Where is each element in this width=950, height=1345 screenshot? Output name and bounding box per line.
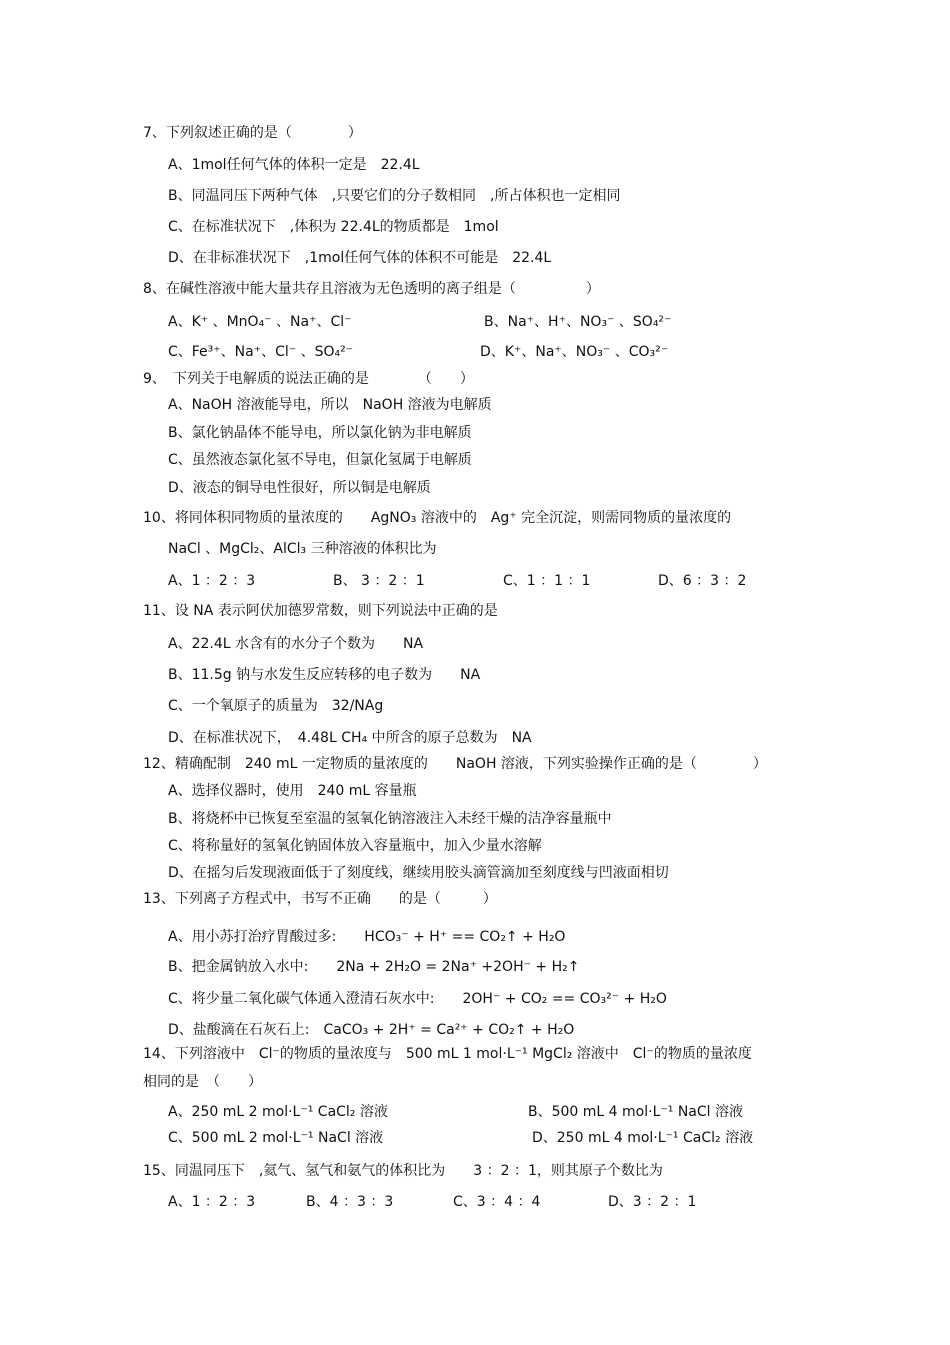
question-11-stem: 11、设 NA 表示阿伏加德罗常数，则下列说法中正确的是 bbox=[143, 603, 498, 619]
question-10-stem-continued: NaCl 、MgCl₂、AlCl₃ 三种溶液的体积比为 bbox=[168, 541, 437, 557]
question-9-option-c: C、虽然液态氯化氢不导电，但氯化氢属于电解质 bbox=[168, 452, 472, 468]
question-12-option-c: C、将称量好的氢氧化钠固体放入容量瓶中，加入少量水溶解 bbox=[168, 838, 542, 854]
question-8-option-c: C、Fe³⁺、Na⁺、Cl⁻ 、SO₄²⁻ bbox=[168, 344, 354, 360]
question-9-option-a: A、NaOH 溶液能导电，所以 NaOH 溶液为电解质 bbox=[168, 397, 492, 413]
question-13-stem: 13、下列离子方程式中，书写不正确 的是（ ） bbox=[143, 891, 497, 907]
question-8-option-d: D、K⁺、Na⁺、NO₃⁻ 、CO₃²⁻ bbox=[480, 344, 669, 360]
question-9-option-d: D、液态的铜导电性很好，所以铜是电解质 bbox=[168, 480, 431, 496]
question-12-option-d: D、在摇匀后发现液面低于了刻度线，继续用胶头滴管滴加至刻度线与凹液面相切 bbox=[168, 865, 669, 881]
question-14-stem: 14、下列溶液中 Cl⁻的物质的量浓度与 500 mL 1 mol·L⁻¹ MgCl₂ 溶液中 Cl⁻的物质的量浓度 bbox=[143, 1046, 752, 1062]
question-10-option-a: A、1 ：2 ：3 bbox=[168, 573, 256, 589]
question-7-option-b: B、同温同压下两种气体 ,只要它们的分子数相同 ,所占体积也一定相同 bbox=[168, 188, 621, 204]
question-15-option-c: C、3 ：4 ：4 bbox=[453, 1194, 541, 1210]
question-8-stem: 8、在碱性溶液中能大量共存且溶液为无色透明的离子组是（ ） bbox=[143, 281, 600, 297]
question-12-option-b: B、将烧杯中已恢复至室温的氢氧化钠溶液注入未经干燥的洁净容量瓶中 bbox=[168, 811, 612, 827]
question-15-option-d: D、3 ：2 ：1 bbox=[608, 1194, 697, 1210]
question-7-stem: 7、下列叙述正确的是（ ） bbox=[143, 125, 362, 141]
question-14-option-b: B、500 mL 4 mol·L⁻¹ NaCl 溶液 bbox=[528, 1104, 743, 1120]
question-7-option-d: D、在非标准状况下 ,1mol任何气体的体积不可能是 22.4L bbox=[168, 250, 552, 266]
question-14-stem-continued: 相同的是 （ ） bbox=[143, 1074, 262, 1090]
question-15-option-b: B、4 ：3 ：3 bbox=[306, 1194, 394, 1210]
question-14-option-c: C、500 mL 2 mol·L⁻¹ NaCl 溶液 bbox=[168, 1130, 384, 1146]
question-10-stem: 10、将同体积同物质的量浓度的 AgNO₃ 溶液中的 Ag⁺ 完全沉淀，则需同物质的量浓度的 bbox=[143, 510, 732, 526]
question-14-option-a: A、250 mL 2 mol·L⁻¹ CaCl₂ 溶液 bbox=[168, 1104, 388, 1120]
question-11-option-a: A、22.4L 水含有的水分子个数为 NA bbox=[168, 636, 424, 652]
question-10-option-d: D、6 ：3 ：2 bbox=[658, 573, 747, 589]
question-15-option-a: A、1 ：2 ：3 bbox=[168, 1194, 256, 1210]
question-11-option-b: B、11.5g 钠与水发生反应转移的电子数为 NA bbox=[168, 667, 481, 683]
question-7-option-c: C、在标准状况下 ,体积为 22.4L的物质都是 1mol bbox=[168, 219, 499, 235]
question-8-option-b: B、Na⁺、H⁺、NO₃⁻ 、SO₄²⁻ bbox=[484, 314, 672, 330]
question-9-stem: 9、 下列关于电解质的说法正确的是 （ ） bbox=[143, 371, 474, 387]
question-8-option-a: A、K⁺ 、MnO₄⁻ 、Na⁺、Cl⁻ bbox=[168, 314, 352, 330]
question-11-option-d: D、在标准状况下， 4.48L CH₄ 中所含的原子总数为 NA bbox=[168, 730, 532, 746]
question-11-option-c: C、一个氧原子的质量为 32/NAg bbox=[168, 698, 384, 714]
question-13-option-a: A、用小苏打治疗胃酸过多: HCO₃⁻ + H⁺ == CO₂↑ + H₂O bbox=[168, 929, 566, 945]
question-14-option-d: D、250 mL 4 mol·L⁻¹ CaCl₂ 溶液 bbox=[532, 1130, 754, 1146]
question-7-option-a: A、1mol任何气体的体积一定是 22.4L bbox=[168, 157, 420, 173]
question-13-option-d: D、盐酸滴在石灰石上: CaCO₃ + 2H⁺ = Ca²⁺ + CO₂↑ + H₂O bbox=[168, 1022, 575, 1038]
question-13-option-b: B、把金属钠放入水中: 2Na + 2H₂O = 2Na⁺ +2OH⁻ + H₂↑ bbox=[168, 959, 580, 975]
question-10-option-b: B、 3 ：2 ：1 bbox=[333, 573, 425, 589]
question-9-option-b: B、氯化钠晶体不能导电，所以氯化钠为非电解质 bbox=[168, 425, 472, 441]
question-10-option-c: C、1 ：1 ：1 bbox=[503, 573, 591, 589]
question-13-option-c: C、将少量二氧化碳气体通入澄清石灰水中: 2OH⁻ + CO₂ == CO₃²⁻ + H₂O bbox=[168, 991, 667, 1007]
question-12-stem: 12、精确配制 240 mL 一定物质的量浓度的 NaOH 溶液，下列实验操作正确的是（ ） bbox=[143, 756, 767, 772]
question-12-option-a: A、选择仪器时，使用 240 mL 容量瓶 bbox=[168, 783, 417, 799]
question-15-stem: 15、同温同压下 ,氦气、氢气和氨气的体积比为 3 ：2 ：1，则其原子个数比为 bbox=[143, 1163, 663, 1179]
